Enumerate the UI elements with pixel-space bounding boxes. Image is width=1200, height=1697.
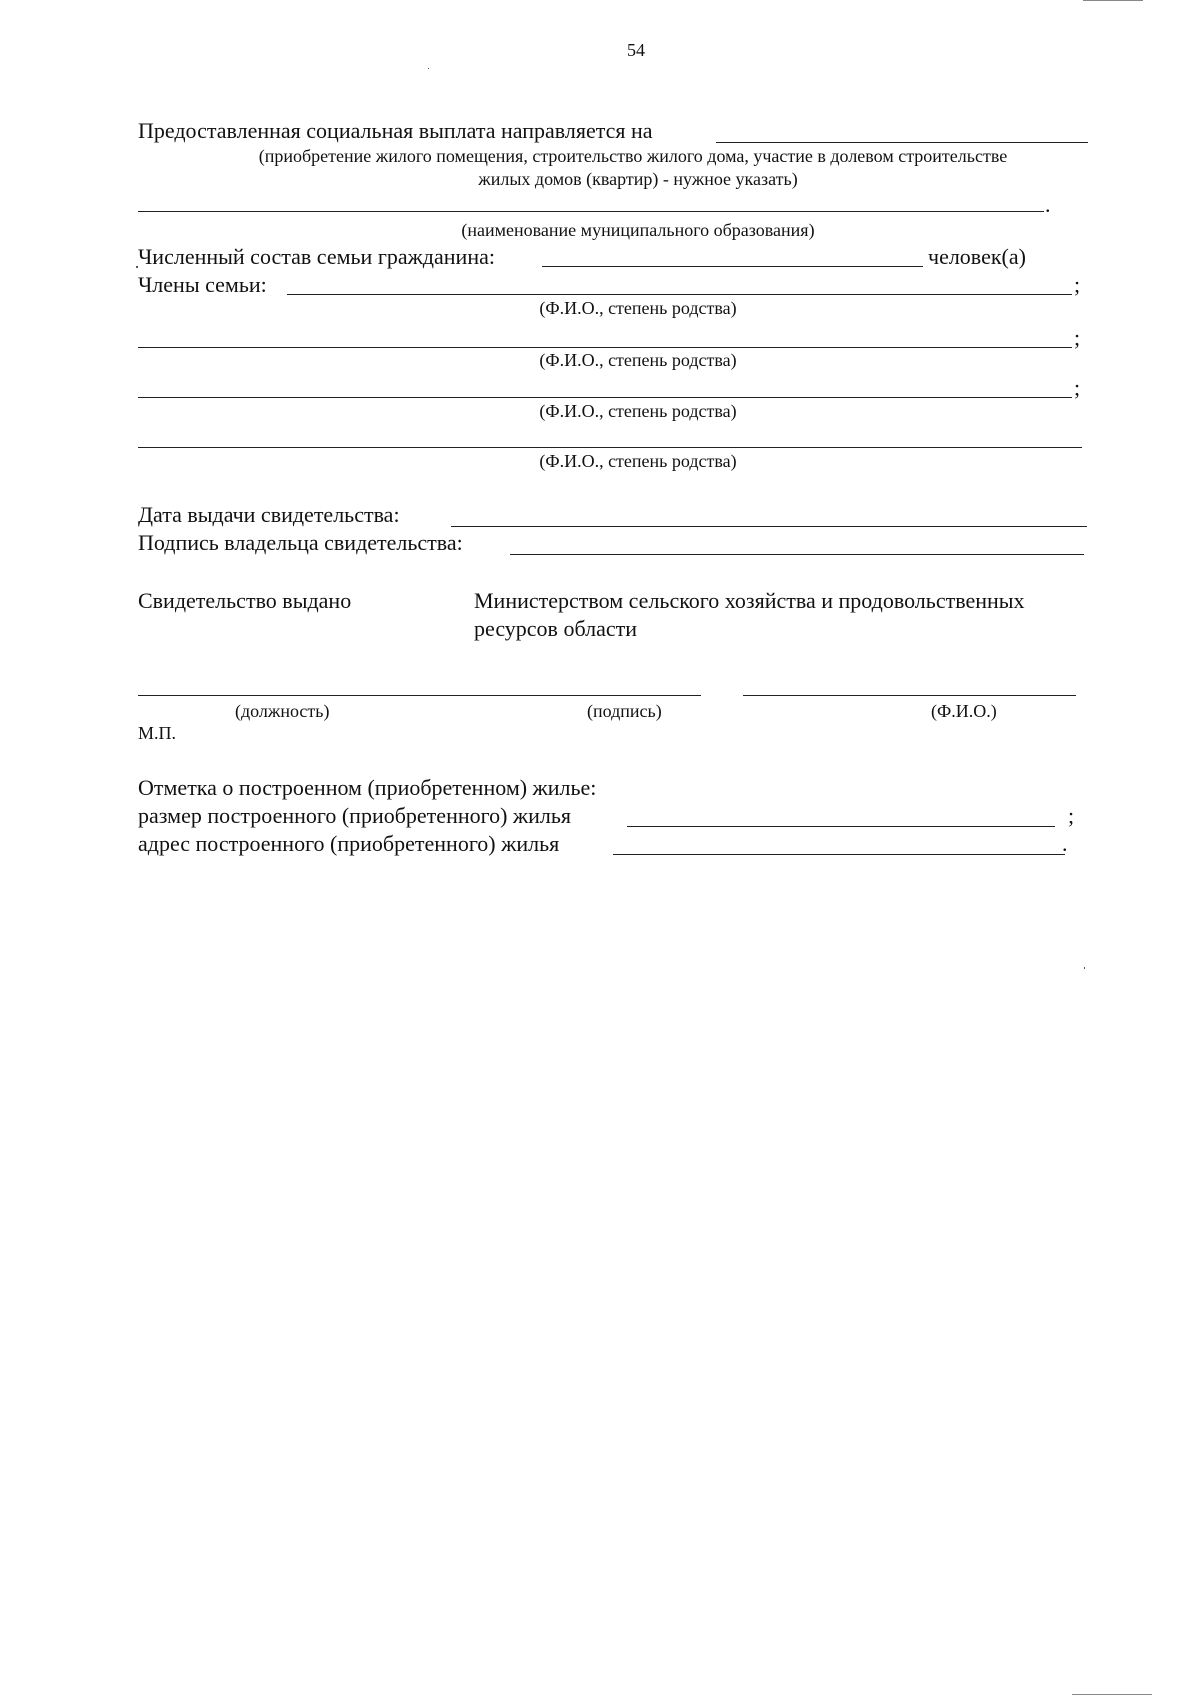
signature-hint: (подпись) bbox=[587, 701, 662, 721]
family-size-unit: человек(а) bbox=[928, 244, 1026, 269]
payment-hint-line1: (приобретение жилого помещения, строительство жилого дома, участие в долевом строительстве bbox=[258, 146, 1008, 166]
payment-field-line bbox=[716, 142, 1088, 143]
family-member-line-1 bbox=[287, 294, 1072, 295]
name-field-line bbox=[743, 695, 1076, 696]
housing-address-field-line bbox=[613, 854, 1065, 855]
family-member-hint-2: (Ф.И.О., степень родства) bbox=[539, 350, 737, 370]
issued-by-value-line1: Министерством сельского хозяйства и продовольственных bbox=[474, 588, 1025, 613]
position-field-line bbox=[138, 695, 701, 696]
family-size-label: Численный состав семьи гражданина: bbox=[138, 244, 495, 269]
position-hint: (должность) bbox=[235, 701, 330, 721]
municipality-field-line bbox=[138, 211, 1044, 212]
scan-speck bbox=[136, 266, 138, 268]
stamp-place-mark: М.П. bbox=[138, 723, 177, 743]
housing-address-end-mark: . bbox=[1062, 831, 1068, 856]
family-member-separator-2: ; bbox=[1074, 325, 1081, 350]
family-member-line-4 bbox=[138, 447, 1082, 448]
owner-signature-label: Подпись владельца свидетельства: bbox=[138, 530, 463, 555]
family-member-line-2 bbox=[138, 347, 1072, 348]
housing-size-field-line bbox=[627, 826, 1055, 827]
payment-label: Предоставленная социальная выплата направляется на bbox=[138, 118, 653, 143]
family-member-hint-3: (Ф.И.О., степень родства) bbox=[539, 401, 737, 421]
family-member-separator-1: ; bbox=[1074, 272, 1081, 297]
scan-speck bbox=[428, 68, 429, 69]
housing-size-label: размер построенного (приобретенного) жилья bbox=[138, 803, 572, 828]
housing-address-label: адрес построенного (приобретенного) жилья bbox=[138, 831, 560, 856]
scan-mark-bottom-right bbox=[1072, 1694, 1152, 1695]
owner-signature-field-line bbox=[510, 554, 1084, 555]
housing-title: Отметка о построенном (приобретенном) жилье: bbox=[138, 775, 597, 800]
page-number: 54 bbox=[627, 40, 645, 60]
payment-hint-line2: жилых домов (квартир) - нужное указать) bbox=[478, 169, 798, 189]
issue-date-field-line bbox=[451, 526, 1087, 527]
family-members-label: Члены семьи: bbox=[138, 272, 267, 297]
scan-mark-top-right bbox=[1083, 0, 1143, 1]
family-member-line-3 bbox=[138, 397, 1072, 398]
family-size-field-line bbox=[542, 266, 923, 267]
name-hint: (Ф.И.О.) bbox=[931, 701, 997, 721]
municipality-end-mark: . bbox=[1045, 192, 1051, 217]
family-member-hint-4: (Ф.И.О., степень родства) bbox=[539, 451, 737, 471]
issued-by-value-line2: ресурсов области bbox=[474, 616, 637, 641]
housing-size-end-mark: ; bbox=[1068, 803, 1075, 828]
family-member-separator-3: ; bbox=[1074, 375, 1081, 400]
scan-speck bbox=[1084, 967, 1085, 969]
family-member-hint-1: (Ф.И.О., степень родства) bbox=[539, 298, 737, 318]
municipality-hint: (наименование муниципального образования) bbox=[461, 220, 815, 240]
issue-date-label: Дата выдачи свидетельства: bbox=[138, 502, 400, 527]
issued-by-label: Свидетельство выдано bbox=[138, 588, 352, 613]
